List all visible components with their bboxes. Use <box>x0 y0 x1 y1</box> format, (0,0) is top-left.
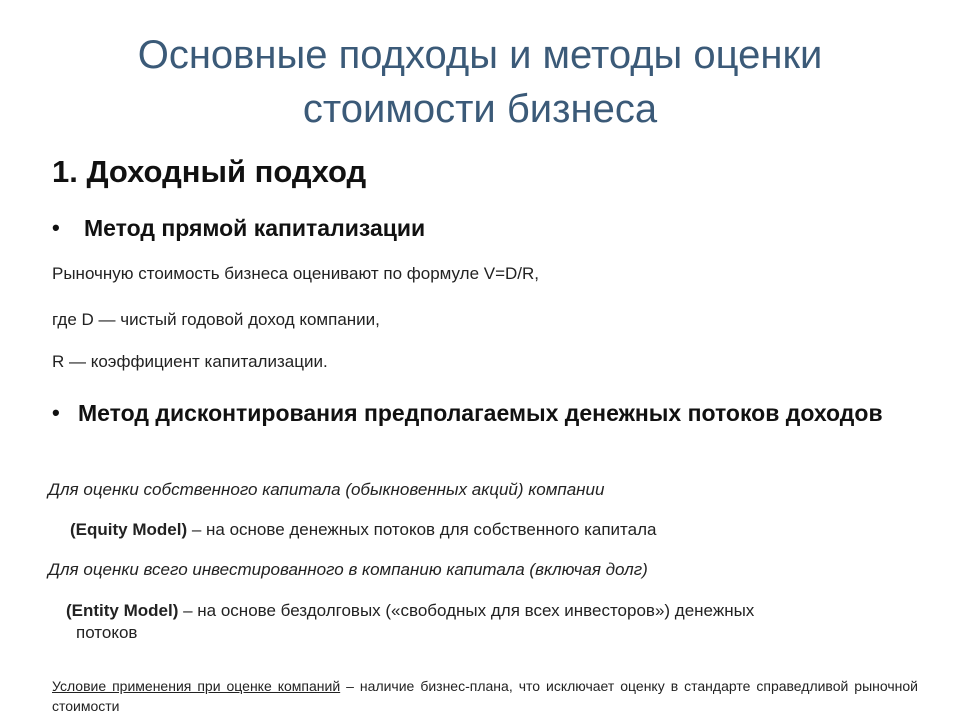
entity-model-desc: – на основе бездолговых («свободных для всех инвесторов») денежных <box>178 601 755 620</box>
method-1-line-3: R — коэффициент капитализации. <box>52 352 328 371</box>
method-2-title: Метод дисконтирования предполагаемых денежных потоков доходов <box>78 400 883 426</box>
method-1-bullet <box>52 215 425 242</box>
condition-rest: – наличие бизнес-плана, что исключает оценку в стандарте справедливой рыночной стоимости <box>52 678 918 714</box>
slide-title-line-2: стоимости бизнеса <box>302 87 658 131</box>
bullet-dot-icon: • <box>52 215 60 240</box>
method-2-bullet <box>52 396 912 430</box>
application-condition <box>52 676 918 716</box>
entity-model-label: (Entity Model) <box>66 601 179 620</box>
entity-model-desc-cont: потоков <box>76 623 138 642</box>
equity-model-desc: – на основе денежных потоков для собственного капитала <box>187 520 657 539</box>
equity-intro: Для оценки собственного капитала (обыкновенных акций) компании <box>48 480 605 499</box>
condition-underlined: Условие применения при оценке компаний <box>52 678 341 694</box>
slide-title-line-1: Основные подходы и методы оценки <box>137 33 823 77</box>
bullet-dot-icon: • <box>52 400 60 425</box>
section-heading: 1. Доходный подход <box>52 154 367 189</box>
entity-model-line <box>66 600 916 644</box>
method-1-title: Метод прямой капитализации <box>84 215 426 241</box>
method-1-line-1: Рыночную стоимость бизнеса оценивают по формуле V=D/R, <box>52 264 540 283</box>
entity-intro: Для оценки всего инвестированного в компанию капитала (включая долг) <box>48 560 648 579</box>
equity-model-label: (Equity Model) <box>70 520 188 539</box>
equity-model-line <box>70 520 656 540</box>
slide-title <box>0 28 960 136</box>
method-1-line-2: где D — чистый годовой доход компании, <box>52 310 380 329</box>
